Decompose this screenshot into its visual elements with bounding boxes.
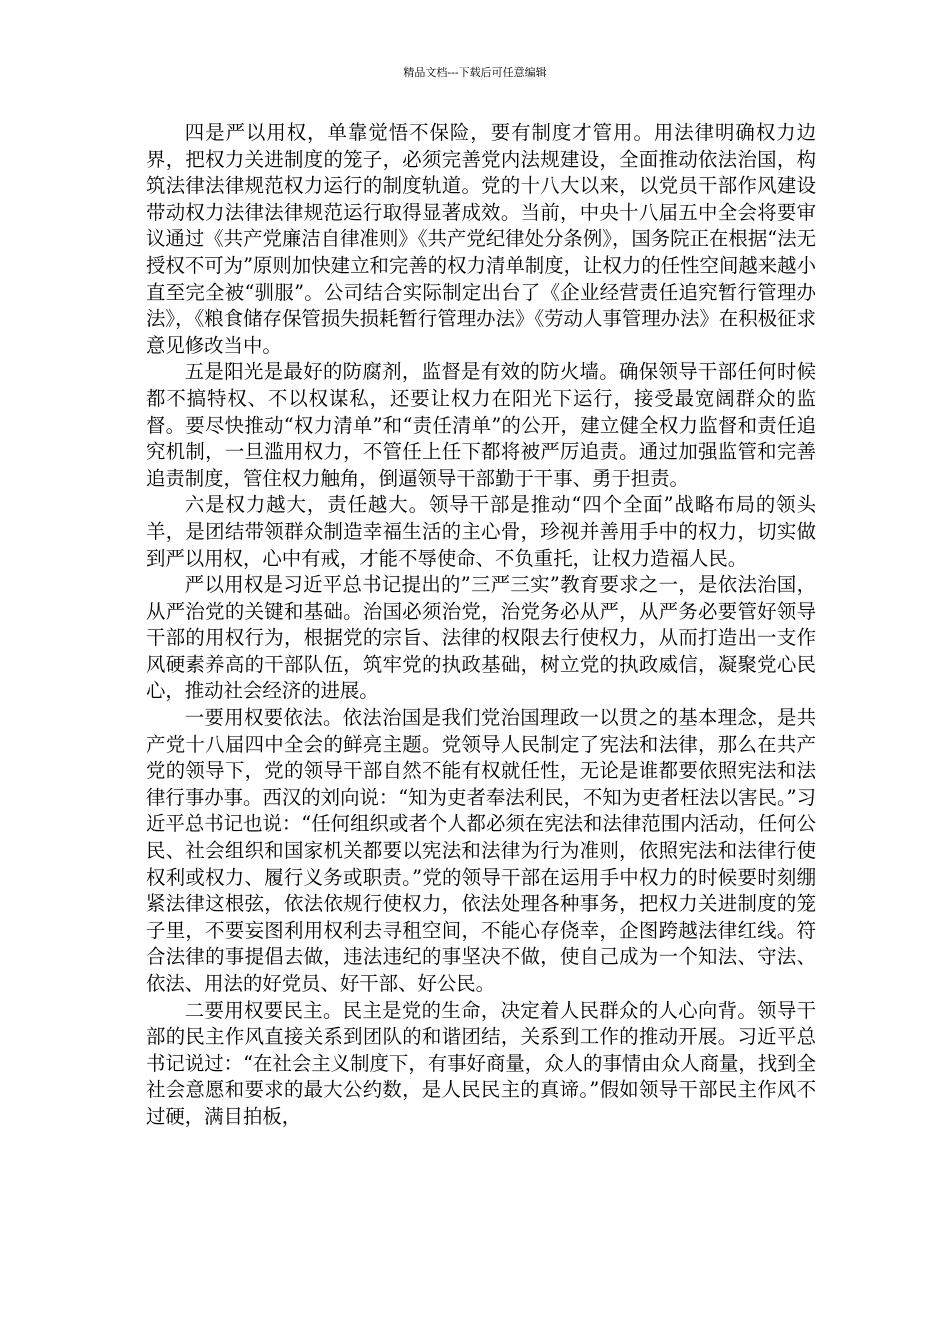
paragraph-4-power-system: 四是严以用权，单靠觉悟不保险，要有制度才管用。用法律明确权力边界，把权力关进制度的笼子，必须完善党内法规建设，全面推动依法治国，构筑法律法律规范权力运行的制度轨道。党的十八大以来，以党员干部作风建设带动权力法律法律规范运行取得显著成效。当前，中央十八届五中全会将要审议通过《共产党廉洁自律准则》《共产党纪律处分条例》，国务院正在根据“法无授权不可为”原则加快建立和完善的权力清单制度，让权力的任性空间越来越小直至完全被“驯服”。公司结合实际制定出台了《企业经营责任追究暂行管理办法》，《粮食储存保管损失损耗暂行管理办法》《劳动人事管理办法》在积极征求意见修改当中。 [146,121,816,357]
paragraph-strict-use-of-power: 严以用权是习近平总书记提出的”三严三实”教育要求之一，是依法治国，从严治党的关键和基础。治国必须治党，治党务必从严，从严务必要管好领导干部的用权行为，根据党的宗旨、法律的权限去行使权力，从而打造出一支作风硬素养高的干部队伍，筑牢党的执政基础，树立党的执政威信，凝聚党心民心，推动社会经济的进展。 [146,573,816,703]
page-header: 精品文档---下载后可任意编辑 [403,66,547,79]
paragraph-1-use-by-law: 一要用权要依法。依法治国是我们党治国理政一以贯之的基本理念，是共产党十八届四中全会的鲜亮主题。党领导人民制定了宪法和法律，那么在共产党的领导下，党的领导干部自然不能有权就任性，无论是谁都要依照宪法和法律行事办事。西汉的刘向说：“知为吏者奉法利民，不知为吏者枉法以害民。”习近平总书记也说：“任何组织或者个人都必须在宪法和法律范围内活动，任何公民、社会组织和国家机关都要以宪法和法律为行为准则，依照宪法和法律行使权利或权力、履行义务或职责。”党的领导干部在运用手中权力的时候要时刻绷紧法律这根弦，依法依规行使权力，依法处理各种事务，把权力关进制度的笼子里，不要妄图利用权利去寻租空间，不能心存侥幸，企图跨越法律红线。符合法律的事提倡去做，违法违纪的事坚决不做，使自己成为一个知法、守法、依法、用法的好党员、好干部、好公民。 [146,706,816,995]
paragraph-6-power-responsibility: 六是权力越大，责任越大。领导干部是推动“四个全面”战略布局的领头羊，是团结带领群众制造幸福生活的主心骨，珍视并善用手中的权力，切实做到严以用权，心中有戒，才能不辱使命、不负重托，让权力造福人民。 [146,493,816,570]
paragraph-2-use-democratically: 二要用权要民主。民主是党的生命，决定着人民群众的人心向背。领导干部的民主作风直接关系到团队的和谐团结，关系到工作的推动开展。习近平总书记说过：“在社会主义制度下，有事好商量，众人的事情由众人商量，找到全社会意愿和要求的最大公约数，是人民民主的真谛。”假如领导干部民主作风不过硬，满目拍板， [146,998,816,1128]
paragraph-5-sunlight-supervision: 五是阳光是最好的防腐剂，监督是有效的防火墙。确保领导干部任何时候都不搞特权、不以权谋私，还要让权力在阳光下运行，接受最宽阔群众的监督。要尽快推动“权力清单”和“责任清单”的公开，建立健全权力监督和责任追究机制，一旦滥用权力，不管任上任下都将被严厉追责。通过加强监管和完善追责制度，管住权力触角，倒逼领导干部勤于干事、勇于担责。 [146,360,816,490]
document-body [146,120,816,1131]
